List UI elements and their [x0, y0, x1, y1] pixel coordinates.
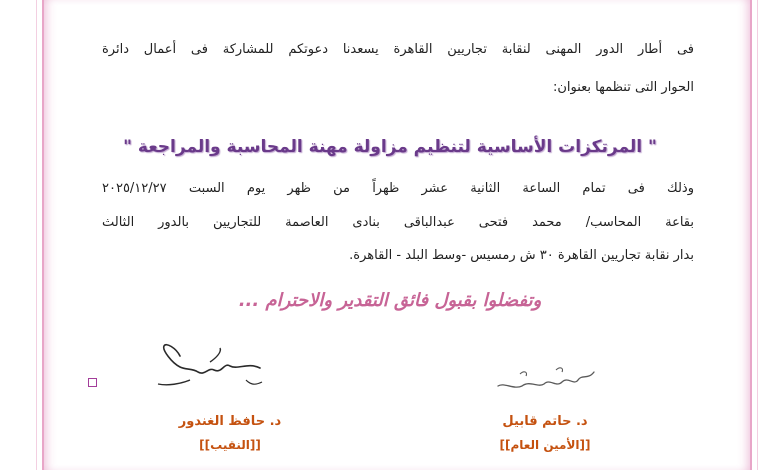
closing-greeting: وتفضلوا بقبول فائق التقدير والاحترام ... — [238, 290, 542, 311]
checkbox[interactable] — [88, 378, 97, 387]
signature-left-icon — [150, 340, 270, 400]
body-line-2: بقاعة المحاسب/ محمد فتحى عبدالباقى بنادى العاصمة للتجاريين بالدور الثالث — [102, 215, 694, 230]
signature-right-name: د. حاتم قابيل — [502, 414, 588, 429]
body-line-1: وذلك فى تمام الساعة الثانية عشر ظهراً من ظهر يوم السبت ٢٠٢٥/١٢/٢٧ — [102, 181, 694, 196]
signature-left-role: [[النقيب]] — [199, 438, 261, 452]
page-frame — [42, 0, 752, 470]
intro-line-1: فى أطار الدور المهنى لنقابة تجاريين القاهرة يسعدنا دعوتكم للمشاركة فى أعمال دائرة — [102, 42, 694, 57]
signature-right-role: [[الأمين العام]] — [499, 438, 591, 452]
signature-right-icon — [490, 360, 600, 400]
signature-left-name: د. حافظ الغندور — [178, 414, 282, 429]
body-line-3: بدار نقابة تجاريين القاهرة ٣٠ ش رمسيس -وسط البلد - القاهرة. — [349, 248, 694, 263]
invitation-title: " المرتكزات الأساسية لتنظيم مزاولة مهنة المحاسبة والمراجعة " — [123, 137, 657, 157]
intro-line-2: الحوار التى تنظمها بعنوان: — [552, 80, 694, 95]
